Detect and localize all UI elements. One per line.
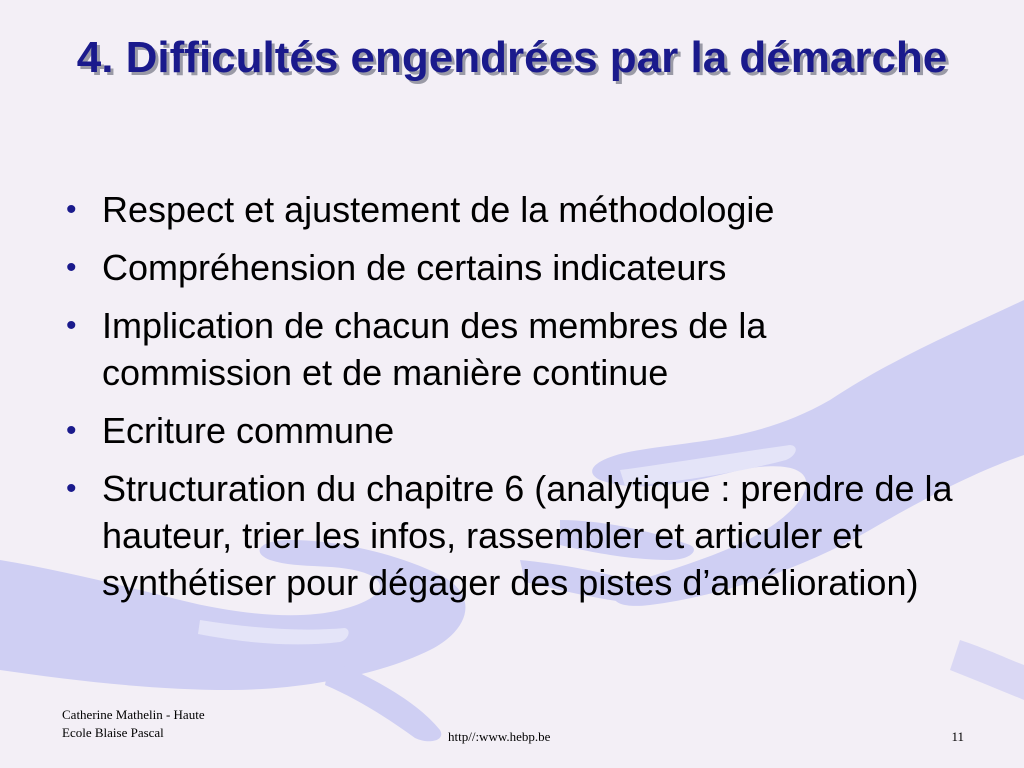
bullet-text: Compréhension de certains indicateurs [102, 247, 727, 288]
bullet-icon: • [66, 472, 77, 505]
bullet-icon: • [66, 309, 77, 342]
footer-author-line1: Catherine Mathelin - Haute [62, 707, 205, 722]
footer-author [62, 706, 282, 742]
bullet-icon: • [66, 251, 77, 284]
bullet-icon: • [66, 414, 77, 447]
list-item [60, 244, 960, 291]
list-item [60, 186, 960, 233]
bullet-list [60, 186, 960, 617]
bullet-icon: • [66, 193, 77, 226]
list-item [60, 302, 960, 396]
bullet-text: Implication de chacun des membres de la commission et de manière continue [102, 305, 767, 393]
page-number: 11 [951, 729, 964, 744]
footer-author-line2: Ecole Blaise Pascal [62, 725, 164, 740]
list-item [60, 465, 960, 606]
slide-title: 4. Difficultés engendrées par la démarche [76, 33, 948, 82]
list-item [60, 407, 960, 454]
footer-url: http//:www.hebp.be [448, 729, 551, 744]
bullet-text: Structuration du chapitre 6 (analytique : prendre de la hauteur, trier les infos, rassembler et articuler et synthétiser pour dégager des pistes d’amélioration) [102, 468, 953, 603]
bullet-text: Respect et ajustement de la méthodologie [102, 189, 775, 230]
bullet-text: Ecriture commune [102, 410, 395, 451]
